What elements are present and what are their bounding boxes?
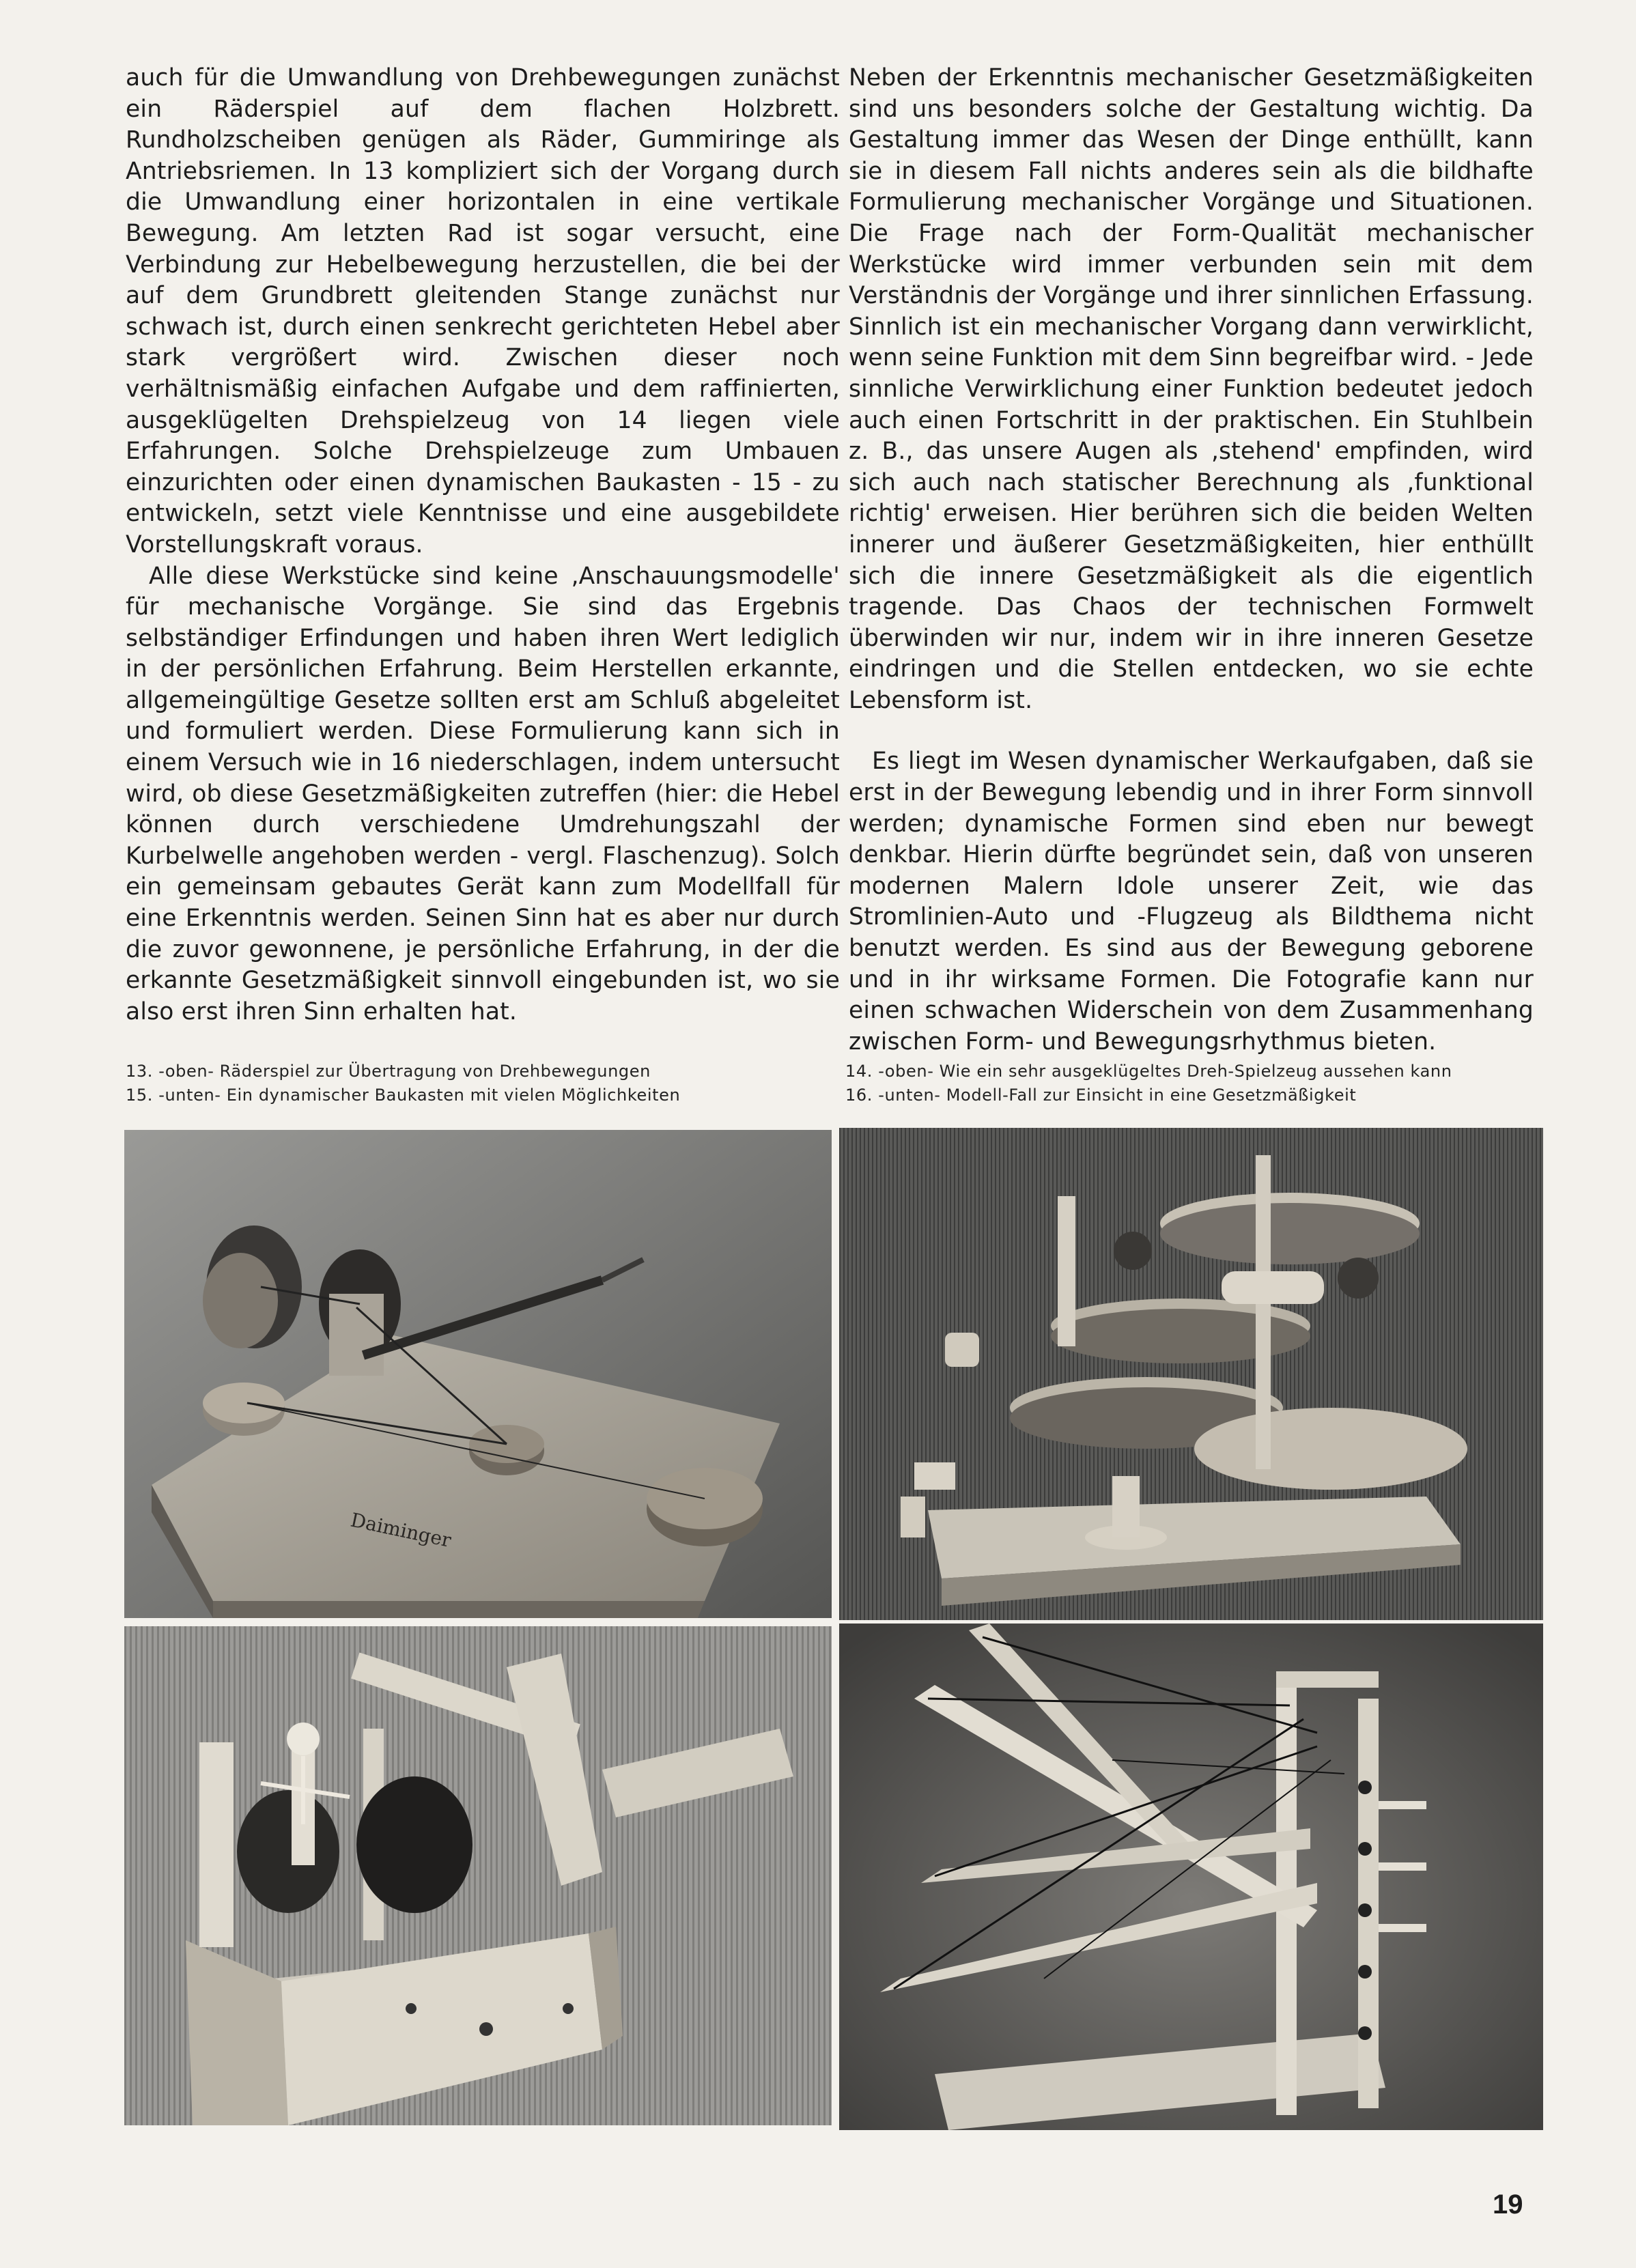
caption-right — [845, 1060, 1452, 1107]
board-inscription: Daiminger — [348, 1508, 453, 1552]
caption-13: 13. -oben- Räderspiel zur Übertragung von Drehbewegungen — [126, 1062, 651, 1081]
right-text-column — [849, 63, 1534, 1058]
photo-16-model-case — [839, 1624, 1543, 2130]
photo-13-wheel-play — [124, 1130, 832, 1618]
photo-15-construction-kit — [124, 1626, 832, 2125]
caption-left — [126, 1060, 680, 1107]
left-paragraph-2: Alle diese Werkstücke sind keine ‚Anschauungsmodelle' für mechanische Vorgänge. Sie sind das Ergebnis selbständiger Erfindungen und haben ihren Wert lediglich in der persönlichen Erfahrung. Beim Herstellen erkannte, allgemeingültige Gesetze sollten erst am Schluß abgeleitet und formuliert werden. Diese Formulierung kann sich in einem Versuch wie in 16 niederschlagen, indem untersucht wird, ob diese Gesetzmäßigkeiten zutreffen (hier: die Hebel können durch verschiedene Umdrehungszahl der Kurbelwelle angehoben werden - vergl. Flaschenzug). Solch ein gemeinsam gebautes Gerät kann zum Modellfall für eine Erkenntnis werden. Seinen Sinn hat es aber nur durch die zuvor gewonnene, je persönliche Erfahrung, in der die erkannte Gesetzmäßigkeit sinnvoll eingebunden ist, wo sie also erst ihren Sinn erhalten hat. — [126, 562, 840, 1025]
page-number: 19 — [1493, 2189, 1523, 2220]
caption-16: 16. -unten- Modell-Fall zur Einsicht in eine Gesetzmäßigkeit — [845, 1086, 1357, 1105]
left-text-column — [126, 63, 840, 1027]
right-paragraph-2: Es liegt im Wesen dynamischer Werkaufgaben, daß sie erst in der Bewegung lebendig und in ihrer Form sinnvoll werden; dynamische Formen sind eben nur bewegt denkbar. Hierin dürfte begründet sein, daß von unseren modernen Malern Idole unserer Zeit, wie das Stromlinien-Auto und -Flugzeug als Bildthema nicht benutzt werden. Es sind aus der Bewegung geborene und in ihr wirksame Formen. Die Fotografie kann nur einen schwachen Widerschein von dem Zusammenhang zwischen Form- und Bewegungsrhythmus bieten. — [849, 748, 1534, 1055]
photo-14-rotating-toy — [839, 1128, 1543, 1620]
left-paragraph-1: auch für die Umwandlung von Drehbewegungen zunächst ein Räderspiel auf dem flachen Holzbrett. Rundholzscheiben genügen als Räder, Gummiringe als Antriebsriemen. In 13 kompliziert sich der Vorgang durch die Umwandlung einer horizontalen in eine vertikale Bewegung. Am letzten Rad ist sogar versucht, eine Verbindung zur Hebelbewegung herzustellen, die bei der auf dem Grundbrett gleitenden Stange zunächst nur schwach ist, durch einen senkrecht gerichteten Hebel aber stark vergrößert wird. Zwischen dieser noch verhältnismäßig einfachen Aufgabe und dem raffinierten, ausgeklügelten Drehspielzeug von 14 liegen viele Erfahrungen. Solche Drehspielzeuge zum Umbauen einzurichten oder einen dynamischen Baukasten - 15 - zu entwickeln, setzt viele Kenntnisse und eine ausgebildete Vorstellungskraft voraus. — [126, 64, 840, 558]
right-paragraph-1: Neben der Erkenntnis mechanischer Gesetzmäßigkeiten sind uns besonders solche der Gestaltung wichtig. Da Gestaltung immer das Wesen der Dinge enthüllt, kann sie in diesem Fall nichts anderes sein als die bildhafte Formulierung mechanischer Vorgänge und Situationen. Die Frage nach der Form-Qualität mechanischer Werkstücke wird immer verbunden sein mit dem Verständnis der Vorgänge und ihrer sinnlichen Erfassung. Sinnlich ist ein mechanischer Vorgang dann verwirklicht, wenn seine Funktion mit dem Sinn begreifbar wird. - Jede sinnliche Verwirklichung einer Funktion bedeutet jedoch auch einen Fortschritt in der praktischen. Ein Stuhlbein z. B., das unsere Augen als ‚stehend' empfinden, wird sich auch nach statischer Berechnung als ‚funktional richtig' erweisen. Hier berühren sich die beiden Welten innerer und äußerer Gesetzmäßigkeiten, hier enthüllt sich die innere Gesetzmäßigkeit als die eigentlich tragende. Das Chaos der technischen Formwelt überwinden wir nur, indem wir in ihre inneren Gesetze eindringen und die Stellen entdecken, wo sie echte Lebensform ist. — [849, 64, 1534, 714]
caption-15: 15. -unten- Ein dynamischer Baukasten mit vielen Möglichkeiten — [126, 1086, 681, 1105]
caption-14: 14. -oben- Wie ein sehr ausgeklügeltes Dreh-Spielzeug aussehen kann — [845, 1062, 1452, 1081]
